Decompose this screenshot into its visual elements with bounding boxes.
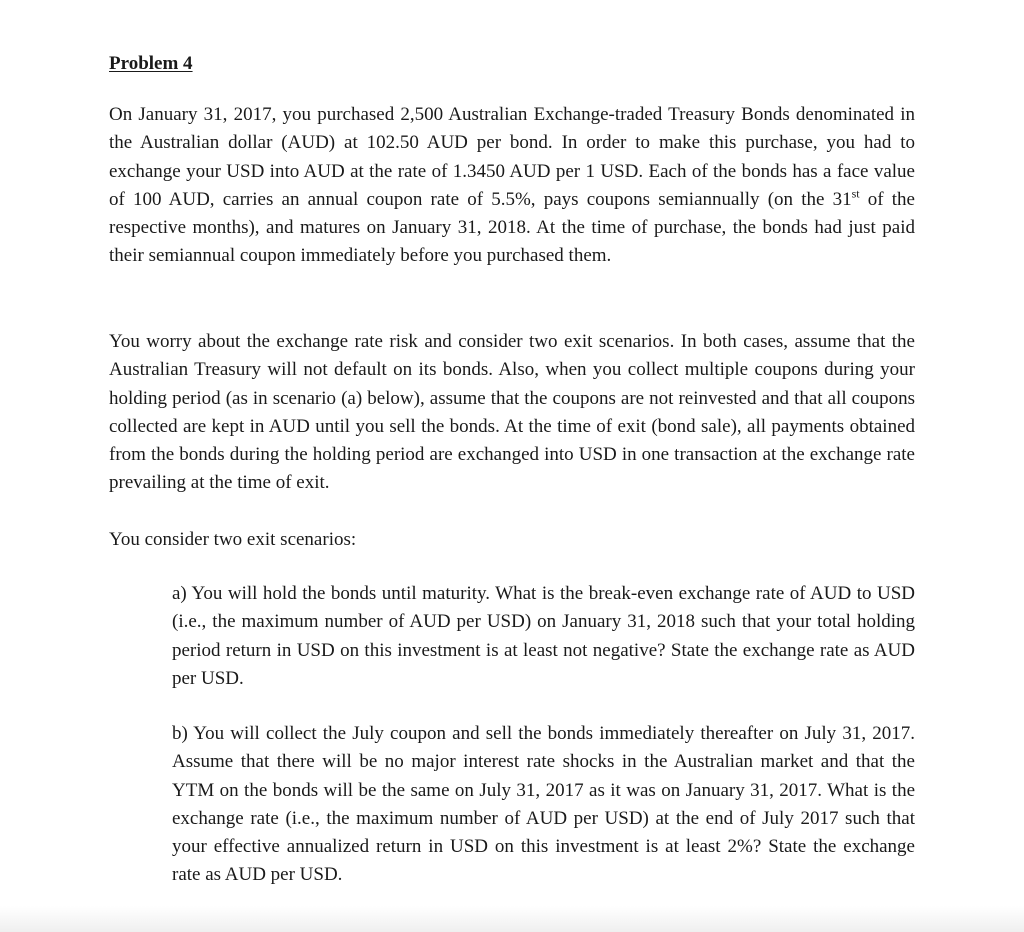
scenario-a-question: a) You will hold the bonds until maturity. What is the break-even exchange rate of AUD to USD (i.e., the maximum number of AUD per USD) on January 31, 2018 such that your total holding period return in USD on this investment is at least not negative? State the exchange rate as AUD per USD. xyxy=(172,583,915,689)
intro-text-part2: of the respective months), and matures on January 31, 2018. At the time of purchase, the bonds had just paid their semiannual coupon immediately before you purchased them. xyxy=(109,188,915,267)
exit-scenarios-intro: You consider two exit scenarios: xyxy=(109,529,357,550)
intro-text-part1: On January 31, 2017, you purchased 2,500 Australian Exchange-traded Treasury Bonds denominated in the Australian dollar (AUD) at 102.50 AUD per bond. In order to make this purchase, you had to exchange your USD into AUD at the rate of 1.3450 AUD per 1 USD. Each of the bonds has a face value of 100 AUD, carries an annual coupon rate of 5.5%, pays coupons semiannually (on the 31 xyxy=(109,104,915,210)
scenario-b-question: b) You will collect the July coupon and sell the bonds immediately thereafter on July 31, 2017. Assume that there will be no major interest rate shocks in the Australian market and that the YTM on the bonds will be the same on July 31, 2017 as it was on January 31, 2017. What is the exchange rate (i.e., the maximum number of AUD per USD) at the end of July 2017 such that your effective annualized return in USD on this investment is at least 2%? State the exchange rate as AUD per USD. xyxy=(172,723,915,886)
problem-intro-paragraph xyxy=(109,101,915,271)
ordinal-superscript: st xyxy=(851,186,860,201)
problem-title: Problem 4 xyxy=(109,53,193,74)
exchange-risk-paragraph: You worry about the exchange rate risk and consider two exit scenarios. In both cases, assume that the Australian Treasury will not default on its bonds. Also, when you collect multiple coupons during your holding period (as in scenario (a) below), assume that the coupons are not reinvested and that all coupons collected are kept in AUD until you sell the bonds. At the time of exit (bond sale), all payments obtained from the bonds during the holding period are exchanged into USD in one transaction at the exchange rate prevailing at the time of exit. xyxy=(109,331,915,494)
bottom-edge-shadow xyxy=(0,906,1024,932)
